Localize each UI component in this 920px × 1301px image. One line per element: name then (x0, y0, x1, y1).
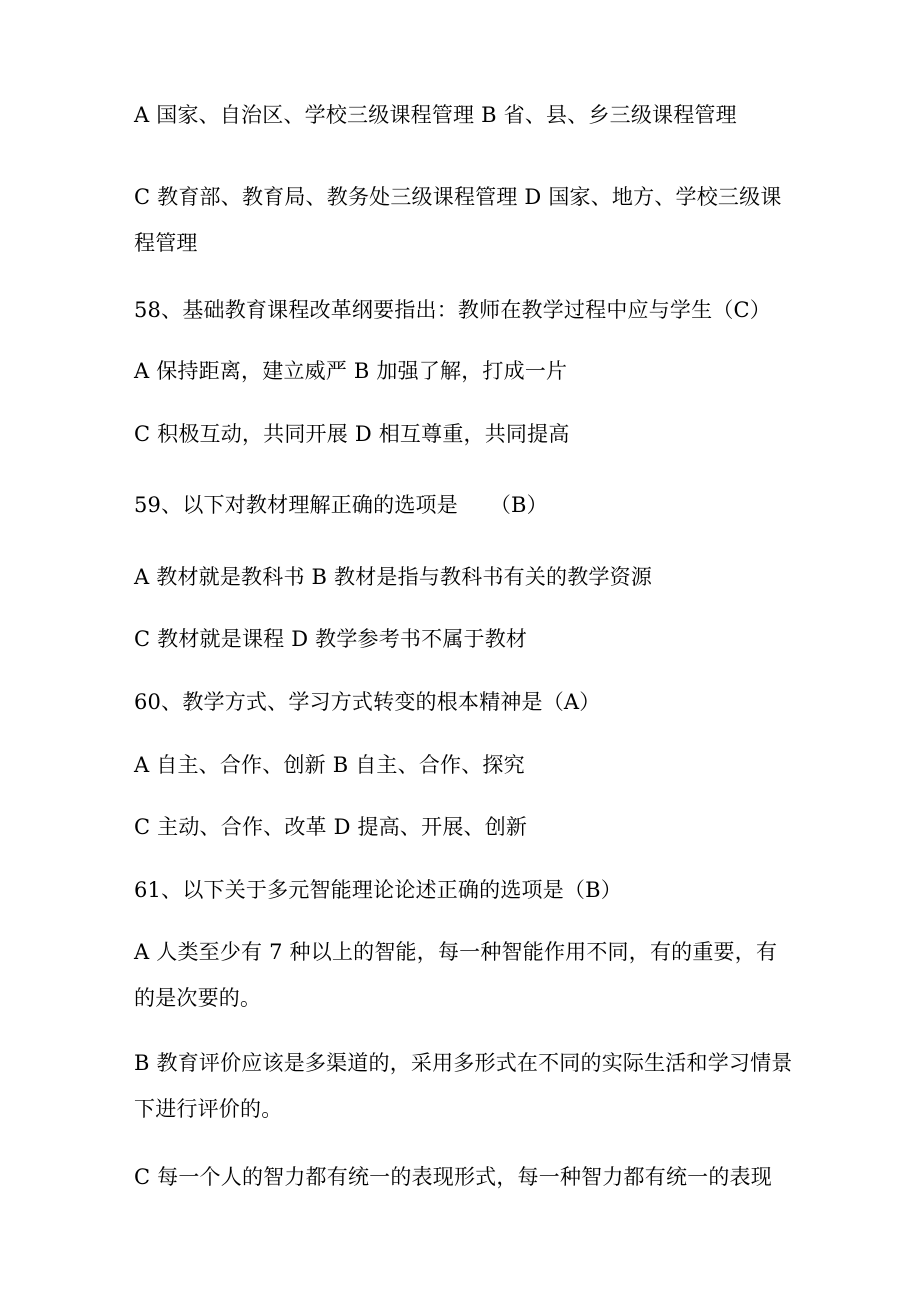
option-q61-c: C 每一个人的智力都有统一的表现形式，每一种智力都有统一的表现 (134, 1165, 772, 1189)
option-line-q60-ab: A 自主、合作、创新 B 自主、合作、探究 (134, 753, 525, 777)
option-q61-b: B 教育评价应该是多渠道的，采用多形式在不同的实际生活和学习情景下进行评价的。 (134, 1051, 793, 1121)
option-line-q59-cd: C 教材就是课程 D 教学参考书不属于教材 (134, 627, 528, 651)
question-59: 59、以下对教材理解正确的选项是 （B） (134, 493, 548, 517)
question-58: 58、基础教育课程改革纲要指出：教师在教学过程中应与学生（C） (134, 298, 771, 322)
option-line-q58-ab: A 保持距离，建立威严 B 加强了解，打成一片 (134, 359, 568, 383)
option-line-q57-ab: A 国家、自治区、学校三级课程管理 B 省、县、乡三级课程管理 (134, 103, 737, 127)
option-line-q57-cd: C 教育部、教育局、教务处三级课程管理 D 国家、地方、学校三级课程管理 (134, 185, 782, 255)
option-q61-a: A 人类至少有 7 种以上的智能，每一种智能作用不同，有的重要，有的是次要的。 (134, 940, 778, 1010)
option-line-q59-ab: A 教材就是教科书 B 教材是指与教科书有关的教学资源 (134, 565, 653, 589)
option-line-q58-cd: C 积极互动，共同开展 D 相互尊重，共同提高 (134, 422, 570, 446)
question-61: 61、以下关于多元智能理论论述正确的选项是（B） (134, 878, 622, 902)
question-60: 60、教学方式、学习方式转变的根本精神是（A） (134, 690, 601, 714)
option-line-q60-cd: C 主动、合作、改革 D 提高、开展、创新 (134, 815, 528, 839)
